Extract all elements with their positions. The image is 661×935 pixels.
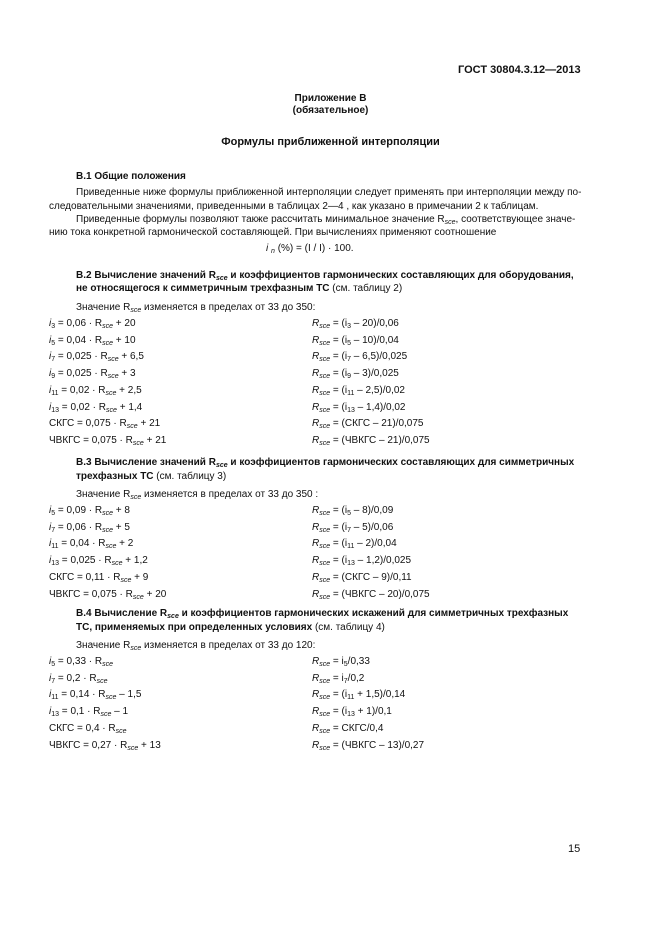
formula-right: $R_{sce} = (i_{13} - 1,2)/0,025$ <box>312 555 412 568</box>
formula: i $_n$ (%) = (I / I) · 100. <box>266 243 354 255</box>
formula-right: $R_{sce} = i_5/0,33$ <box>312 656 370 668</box>
formula-left: $i_{11} = 0,04 \cdot R_{sce} + 2$ <box>49 538 134 551</box>
formula-row <box>49 656 609 670</box>
appendix-title: Приложение В <box>294 93 367 104</box>
formula-row <box>49 740 609 754</box>
formula-row <box>49 335 609 349</box>
formula-row <box>49 538 609 552</box>
formula-right: $R_{sce}$ = СКГС/0,4 <box>312 722 384 735</box>
section-b4-heading: В.4 Вычисление $R_{sce}$ и коэффициентов гармонических искажений для симметричных трехфазных <box>76 608 569 620</box>
paragraph: нию тока конкретной гармонической составляющей. При вычислениях применяют соотношение <box>49 227 497 238</box>
formula-row <box>49 572 609 586</box>
formula-right: $R_{sce} = (i_{13} - 1,4)/0,02$ <box>312 401 406 414</box>
formula-left: $i_{11} = 0,14 \cdot R_{sce} - 1,5$ <box>49 689 142 702</box>
formula-row <box>49 505 609 519</box>
formula-row <box>49 589 609 603</box>
formula-left: $i_7 = 0,06 \cdot R_{sce} + 5$ <box>49 521 130 534</box>
formula-left: ЧВКГС = $0,075 \cdot R_{sce} + 21$ <box>49 434 167 447</box>
formula-left: $i_5 = 0,04 \cdot R_{sce} + 10$ <box>49 334 136 347</box>
formula-row <box>49 689 609 703</box>
formula-row <box>49 435 609 449</box>
formula-right: $R_{sce}$ = (СКГС – 9)/0,11 <box>312 571 412 584</box>
formula-left: $i_7 = 0,025 \cdot R_{sce} + 6,5$ <box>49 351 144 364</box>
formula-right: $R_{sce}$ = (ЧВКГС – 20)/0,075 <box>312 588 430 601</box>
section-b1-heading: В.1 Общие положения <box>76 171 186 182</box>
formula-left: СКГС = $0,075 \cdot R_{sce} + 21$ <box>49 418 161 431</box>
formula-right: $R_{sce} = (i_{13} + 1)/0,1$ <box>312 706 392 719</box>
formula-row <box>49 368 609 382</box>
formula-left: $i_{13} = 0,02 \cdot R_{sce} + 1,4$ <box>49 401 143 414</box>
formula-left: $i_7 = 0,2 \cdot R_{sce}$ <box>49 672 108 685</box>
formula-row <box>49 522 609 536</box>
formula-right: $R_{sce} = (i_5 - 10)/0,04$ <box>312 334 399 347</box>
formula-left: $i_{11} = 0,02 \cdot R_{sce} + 2,5$ <box>49 384 142 397</box>
formula-row <box>49 385 609 399</box>
section-b3-heading-line2: трехфазных ТС (см. таблицу 3) <box>76 471 227 482</box>
formula-row <box>49 351 609 365</box>
formula-row <box>49 673 609 687</box>
formula-right: $R_{sce} = (i_3 - 20)/0,06$ <box>312 318 399 330</box>
formula-row <box>49 555 609 569</box>
formula-row <box>49 402 609 416</box>
formula-left: $i_9 = 0,025 \cdot R_{sce} + 3$ <box>49 368 136 381</box>
formula-right: $R_{sce}$ = (ЧВКГС – 13)/0,27 <box>312 739 425 752</box>
formula-right: $R_{sce} = (i_7 - 6,5)/0,025$ <box>312 351 408 364</box>
paragraph: Приведенные ниже формулы приближенной интерполяции следует применять при интерполяции между по- <box>76 187 582 198</box>
section-b2-heading: В.2 Вычисление значений $R_{sce}$ и коэффициентов гармонических составляющих для оборудования, <box>76 270 574 282</box>
section-b2-heading-line2: не относящегося к симметричным трехфазным ТС (см. таблицу 2) <box>76 283 403 294</box>
formula-left: $i_{13} = 0,025 \cdot R_{sce} + 1,2$ <box>49 555 148 568</box>
section-b3-heading: В.3 Вычисление значений $R_{sce}$ и коэффициентов гармонических составляющих для симметричных <box>76 457 575 469</box>
range-text: Значение $R_{sce}$ изменяется в пределах от 33 до 350 : <box>76 489 319 501</box>
formula-right: $R_{sce} = (i_{11} + 1,5)/0,14$ <box>312 689 406 702</box>
formula-right: $R_{sce}$ = (СКГС – 21)/0,075 <box>312 418 424 431</box>
formula-left: $i_{13} = 0,1 \cdot R_{sce} - 1$ <box>49 706 129 719</box>
formula-right: $R_{sce} = (i_7 - 5)/0,06$ <box>312 521 394 534</box>
formula-right: $R_{sce} = (i_5 - 8)/0,09$ <box>312 505 394 517</box>
formula-right: $R_{sce} = (i_9 - 3)/0,025$ <box>312 368 399 381</box>
range-text: Значение $R_{sce}$ изменяется в пределах от 33 до 120: <box>76 640 316 652</box>
formula-left: $i_3 = 0,06 \cdot R_{sce} + 20$ <box>49 318 136 330</box>
formula-row <box>49 723 609 737</box>
section-b4-heading-line2: ТС, применяемых при определенных условиях (см. таблицу 4) <box>76 622 385 633</box>
formula-left: $i_5 = 0,09 \cdot R_{sce} + 8$ <box>49 505 130 517</box>
document-number: ГОСТ 30804.3.12—2013 <box>458 64 581 76</box>
formula-left: ЧВКГС = $0,27 \cdot R_{sce} + 13$ <box>49 739 161 752</box>
formula-left: $i_5 = 0,33 \cdot R_{sce}$ <box>49 656 114 668</box>
formula-row <box>49 418 609 432</box>
paragraph: следовательными значениями, приведенными в таблицах 2—4 , как указано в примечании 2 к таблицам. <box>49 201 539 212</box>
paragraph: Приведенные формулы позволяют также рассчитать минимальное значение $R_{sce}$, соответствующее значе- <box>76 214 576 226</box>
appendix-heading: Формулы приближенной интерполяции <box>221 136 440 148</box>
formula-row <box>49 318 609 332</box>
formula-left: ЧВКГС = $0,075 \cdot R_{sce} + 20$ <box>49 588 167 601</box>
appendix-subtitle: (обязательное) <box>292 105 369 116</box>
formula-left: СКГС = $0,11 \cdot R_{sce} + 9$ <box>49 571 149 584</box>
formula-right: $R_{sce}$ = (ЧВКГС – 21)/0,075 <box>312 434 430 447</box>
formula-left: СКГС = $0,4 \cdot R_{sce}$ <box>49 722 127 735</box>
range-text: Значение $R_{sce}$ изменяется в пределах от 33 до 350: <box>76 302 316 314</box>
formula-row <box>49 706 609 720</box>
page-number: 15 <box>568 843 581 855</box>
formula-right: $R_{sce} = (i_{11} - 2,5)/0,02$ <box>312 384 405 397</box>
formula-right: $R_{sce} = i_7/0,2$ <box>312 672 365 685</box>
formula-right: $R_{sce} = (i_{11} - 2)/0,04$ <box>312 538 397 551</box>
